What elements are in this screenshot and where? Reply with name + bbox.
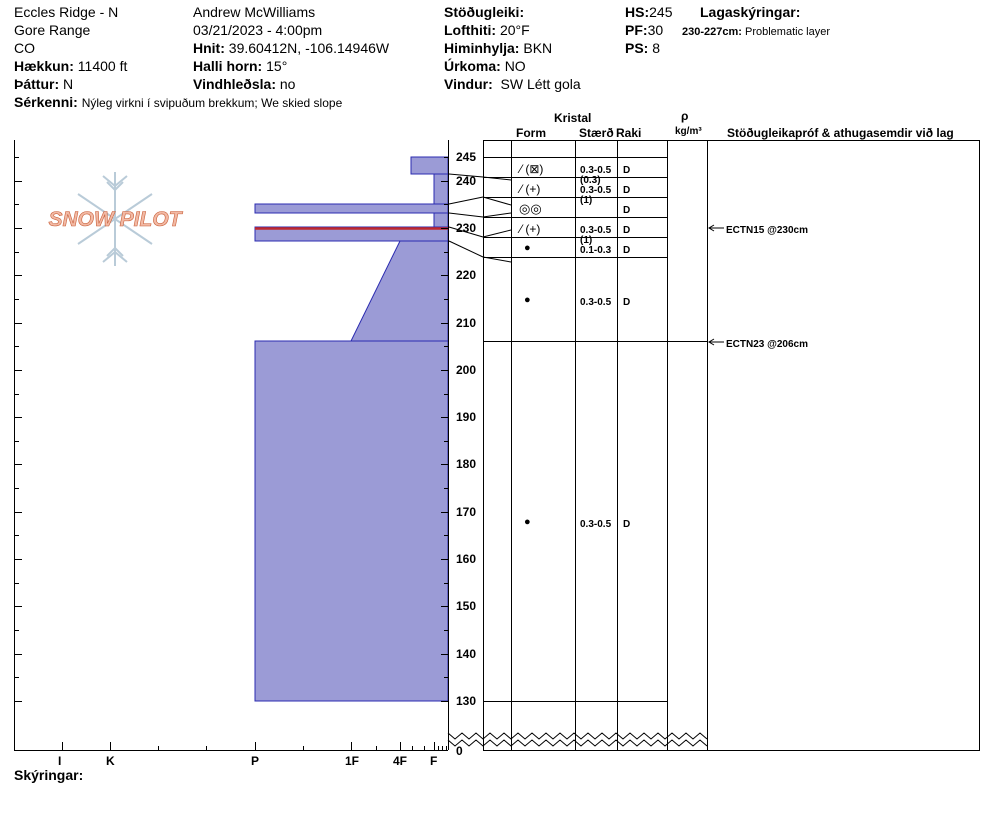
hardness-axis-ticks <box>63 742 447 750</box>
coords-value: 39.60412N, -106.14946W <box>228 40 390 56</box>
state: CO <box>14 40 35 56</box>
layer-2-form: ⁄ (+) <box>520 182 541 196</box>
layer-7-moisture: D <box>623 519 631 530</box>
layer-1-form: ⁄ (⊠) <box>520 162 544 176</box>
test-result-2: ECTN23 @206cm <box>726 339 809 350</box>
hardness-label: P <box>251 754 260 768</box>
stability-label: Stöðugleiki: <box>444 4 525 20</box>
elevation-label: Hækkun: <box>14 58 74 74</box>
depth-label: 210 <box>456 315 477 330</box>
layer-4-moisture: D <box>623 225 631 236</box>
depth-label: 170 <box>456 504 477 519</box>
density-unit-header: kg/m³ <box>675 126 702 137</box>
layer-5-size: 0.1-0.3 <box>580 245 612 256</box>
layer-7-size: 0.3-0.5 <box>580 519 612 530</box>
layer-4-size: 0.3-0.5 <box>580 225 612 236</box>
datetime: 03/21/2023 - 4:00pm <box>193 22 323 38</box>
test-arrows <box>709 225 724 345</box>
ps-value: 8 <box>652 40 661 56</box>
slope-label: Halli horn: <box>193 58 263 74</box>
wind-label: Vindur: <box>444 76 493 92</box>
mountain-range: Gore Range <box>14 22 91 38</box>
layer-3-moisture: D <box>623 205 631 216</box>
sky-value: BKN <box>523 40 553 56</box>
depth-label: 240 <box>456 173 477 188</box>
precip-value: NO <box>504 58 526 74</box>
size-header: Stærð <box>579 126 614 140</box>
features-label: Sérkenni: <box>14 94 78 110</box>
depth-label: 130 <box>456 694 477 708</box>
depth-label: 0 <box>456 744 463 758</box>
axis-break-zigzag <box>448 733 707 746</box>
rho-header: ρ <box>681 109 689 123</box>
location-name: Eccles Ridge - N <box>14 4 119 20</box>
aspect-value: N <box>63 76 74 92</box>
hardness-label: F <box>430 754 438 768</box>
hardness-bar-245 <box>411 157 448 174</box>
test-result-1: ECTN15 @230cm <box>726 225 809 236</box>
hs-label: HS: <box>625 4 650 20</box>
layer-3-form: ◎◎ <box>519 201 542 216</box>
layer-legend-label: Lagaskýringar: <box>700 4 801 20</box>
pf-value: 30 <box>647 22 664 38</box>
depth-label: 160 <box>456 552 477 567</box>
elevation-value: 11400 ft <box>77 58 128 74</box>
layer-4-size-max: (1) <box>580 235 593 246</box>
layer-6-moisture: D <box>623 297 631 308</box>
depth-label: 140 <box>456 646 477 661</box>
aspect-label: Þáttur: <box>14 76 60 92</box>
layer-2-moisture: D <box>623 185 631 196</box>
layer-legend-range: 230-227cm: <box>682 26 742 38</box>
hardness-bar-206 <box>255 341 448 701</box>
layer-2-size-max: (1) <box>580 195 593 206</box>
hardness-wedge <box>351 241 448 341</box>
tests-header: Stöðugleikapróf & athugasemdir við lag <box>727 126 954 140</box>
hs-value: 245 <box>649 4 673 20</box>
hardness-bar-241 <box>434 174 448 204</box>
footer-legend-label: Skýringar: <box>14 767 84 783</box>
layer-5-moisture: D <box>623 245 631 256</box>
crystal-header: Kristal <box>554 111 592 125</box>
observer: Andrew McWilliams <box>193 4 316 20</box>
air-temp-label: Lofthiti: <box>444 22 497 38</box>
layer-legend-text: Problematic layer <box>745 26 830 38</box>
layer-7-form: ● <box>524 516 531 528</box>
sky-label: Himinhylja: <box>444 40 520 56</box>
air-temp-value: 20°F <box>499 22 530 38</box>
left-axis-ticks <box>14 158 22 702</box>
layer-4-form: ⁄ (+) <box>520 222 541 236</box>
wind-value: SW Létt gola <box>500 76 581 92</box>
form-header: Form <box>516 126 546 140</box>
hardness-bar-235 <box>255 204 448 213</box>
hardness-label: K <box>106 754 115 768</box>
pf-label: PF: <box>625 22 648 38</box>
wind-loading-label: Vindhleðsla: <box>193 76 276 92</box>
depth-label: 150 <box>456 599 477 614</box>
layer-5-form: ● <box>524 242 531 254</box>
ps-label: PS: <box>625 40 649 56</box>
coords-label: Hnit: <box>193 40 225 56</box>
features-value: Nýleg virkni í svipuðum brekkum; We skied slope <box>81 96 343 110</box>
depth-label: 220 <box>456 268 477 283</box>
layer-2-size: 0.3-0.5 <box>580 185 612 196</box>
depth-label: 180 <box>456 457 477 472</box>
depth-label: 200 <box>456 362 477 377</box>
depth-label: 230 <box>456 220 477 235</box>
depth-label: 245 <box>456 150 477 164</box>
layer-1-moisture: D <box>623 165 631 176</box>
layer-6-size: 0.3-0.5 <box>580 297 612 308</box>
moisture-header: Raki <box>616 126 642 140</box>
layer-6-form: ● <box>524 294 531 306</box>
layer-1-size-max: (0.3) <box>580 175 601 186</box>
hardness-label: 1F <box>345 754 360 768</box>
hardness-label: I <box>58 754 62 768</box>
layer-1-size: 0.3-0.5 <box>580 165 612 176</box>
hardness-bar-233 <box>434 213 448 227</box>
depth-label: 190 <box>456 410 477 425</box>
slope-value: 15° <box>266 58 288 74</box>
logo-text: SNOW PILOT <box>48 208 182 231</box>
hardness-label: 4F <box>393 754 408 768</box>
precip-label: Úrkoma: <box>444 58 501 74</box>
hardness-profile <box>255 157 448 701</box>
wind-loading-value: no <box>279 76 296 92</box>
